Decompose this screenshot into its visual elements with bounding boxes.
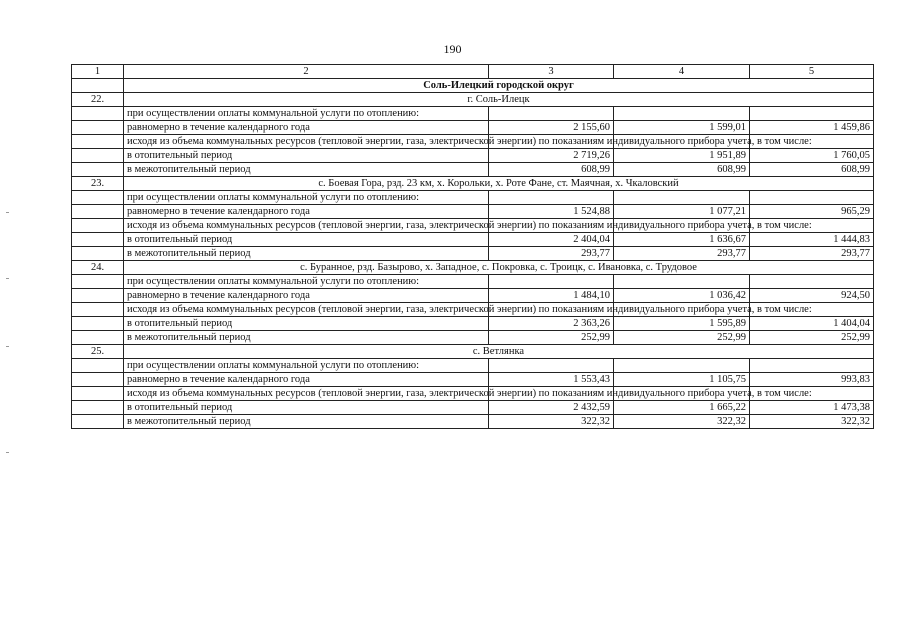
row-label: в межотопительный период xyxy=(124,331,489,345)
value-cell: 608,99 xyxy=(489,163,614,177)
margin-mark xyxy=(6,212,9,213)
row-label: исходя из объема коммунальных ресурсов (тепловой энергии, газа, электрической энергии) по показаниям индивидуального прибора учета, в том числе: xyxy=(124,387,489,401)
empty-cell xyxy=(72,107,124,121)
page-number: 190 xyxy=(443,42,462,56)
value-cell: 2 432,59 xyxy=(489,401,614,415)
empty-cell xyxy=(72,219,124,233)
value-cell: 1 760,05 xyxy=(750,149,874,163)
section-location-row xyxy=(72,261,874,275)
table-row xyxy=(72,191,874,205)
table-row xyxy=(72,247,874,261)
section-location-row xyxy=(72,177,874,191)
section-location-row xyxy=(72,93,874,107)
empty-cell xyxy=(72,331,124,345)
row-label: при осуществлении оплаты коммунальной услуги по отоплению: xyxy=(124,275,489,289)
value-cell: 1 484,10 xyxy=(489,289,614,303)
row-label: в отопительный период xyxy=(124,317,489,331)
value-cell: 252,99 xyxy=(489,331,614,345)
value-cell xyxy=(614,359,750,373)
tariff-table xyxy=(71,64,874,429)
value-cell xyxy=(489,107,614,121)
row-label: равномерно в течение календарного года xyxy=(124,121,489,135)
row-label: в межотопительный период xyxy=(124,163,489,177)
section-number: 22. xyxy=(72,93,124,107)
empty-cell xyxy=(72,247,124,261)
empty-cell xyxy=(72,275,124,289)
value-cell xyxy=(489,275,614,289)
tariff-table-body xyxy=(72,65,874,429)
table-row xyxy=(72,415,874,429)
empty-cell xyxy=(72,317,124,331)
value-cell: 322,32 xyxy=(614,415,750,429)
table-row xyxy=(72,373,874,387)
value-cell: 1 599,01 xyxy=(614,121,750,135)
table-row xyxy=(72,387,874,401)
empty-cell xyxy=(72,359,124,373)
empty-cell xyxy=(72,415,124,429)
value-cell: 2 155,60 xyxy=(489,121,614,135)
value-cell: 993,83 xyxy=(750,373,874,387)
row-label: в отопительный период xyxy=(124,149,489,163)
table-row xyxy=(72,359,874,373)
table-row xyxy=(72,401,874,415)
value-cell: 1 404,04 xyxy=(750,317,874,331)
column-header: 3 xyxy=(489,65,614,79)
value-cell xyxy=(614,275,750,289)
margin-mark xyxy=(6,346,9,347)
empty-cell xyxy=(72,205,124,219)
section-location: с. Ветлянка xyxy=(124,345,874,359)
value-cell: 965,29 xyxy=(750,205,874,219)
value-cell: 293,77 xyxy=(750,247,874,261)
empty-cell xyxy=(72,387,124,401)
row-label: в отопительный период xyxy=(124,233,489,247)
empty-cell xyxy=(72,135,124,149)
value-cell: 2 719,26 xyxy=(489,149,614,163)
value-cell: 1 105,75 xyxy=(614,373,750,387)
section-location-row xyxy=(72,345,874,359)
value-cell: 1 524,88 xyxy=(489,205,614,219)
section-location: с. Буранное, рзд. Базырово, х. Западное, с. Покровка, с. Троицк, с. Ивановка, с. Трудовое xyxy=(124,261,874,275)
table-row xyxy=(72,219,874,233)
table-row xyxy=(72,135,874,149)
row-label: исходя из объема коммунальных ресурсов (тепловой энергии, газа, электрической энергии) по показаниям индивидуального прибора учета, в том числе: xyxy=(124,303,489,317)
empty-cell xyxy=(72,233,124,247)
column-header: 2 xyxy=(124,65,489,79)
value-cell: 2 404,04 xyxy=(489,233,614,247)
value-cell: 1 444,83 xyxy=(750,233,874,247)
row-label: в межотопительный период xyxy=(124,247,489,261)
empty-cell xyxy=(72,191,124,205)
column-header: 4 xyxy=(614,65,750,79)
value-cell xyxy=(750,359,874,373)
table-row xyxy=(72,163,874,177)
empty-cell xyxy=(72,149,124,163)
value-cell xyxy=(614,107,750,121)
column-header-row xyxy=(72,65,874,79)
table-row xyxy=(72,331,874,345)
row-label: равномерно в течение календарного года xyxy=(124,289,489,303)
row-label: при осуществлении оплаты коммунальной услуги по отоплению: xyxy=(124,191,489,205)
row-label: равномерно в течение календарного года xyxy=(124,205,489,219)
value-cell: 252,99 xyxy=(750,331,874,345)
value-cell: 1 077,21 xyxy=(614,205,750,219)
empty-cell xyxy=(72,163,124,177)
value-cell: 608,99 xyxy=(750,163,874,177)
table-row xyxy=(72,121,874,135)
value-cell: 1 951,89 xyxy=(614,149,750,163)
empty-cell xyxy=(72,373,124,387)
section-location: г. Соль-Илецк xyxy=(124,93,874,107)
row-label: в межотопительный период xyxy=(124,415,489,429)
value-cell: 1 553,43 xyxy=(489,373,614,387)
column-header: 1 xyxy=(72,65,124,79)
value-cell: 1 636,67 xyxy=(614,233,750,247)
region-title-row xyxy=(72,79,874,93)
table-row xyxy=(72,149,874,163)
empty-cell xyxy=(72,79,124,93)
region-title: Соль-Илецкий городской округ xyxy=(124,79,874,93)
section-number: 23. xyxy=(72,177,124,191)
empty-cell xyxy=(72,121,124,135)
value-cell xyxy=(750,107,874,121)
value-cell: 1 473,38 xyxy=(750,401,874,415)
margin-mark xyxy=(6,278,9,279)
value-cell xyxy=(750,191,874,205)
row-label: при осуществлении оплаты коммунальной услуги по отоплению: xyxy=(124,107,489,121)
value-cell: 1 595,89 xyxy=(614,317,750,331)
value-cell xyxy=(489,191,614,205)
table-row xyxy=(72,233,874,247)
table-row xyxy=(72,107,874,121)
value-cell: 2 363,26 xyxy=(489,317,614,331)
empty-cell xyxy=(72,289,124,303)
value-cell: 608,99 xyxy=(614,163,750,177)
value-cell: 1 459,86 xyxy=(750,121,874,135)
table-row xyxy=(72,303,874,317)
value-cell xyxy=(489,359,614,373)
section-location: с. Боевая Гора, рзд. 23 км, х. Корольки, х. Роте Фане, ст. Маячная, х. Чкаловский xyxy=(124,177,874,191)
empty-cell xyxy=(72,303,124,317)
row-label: исходя из объема коммунальных ресурсов (тепловой энергии, газа, электрической энергии) по показаниям индивидуального прибора учета, в том числе: xyxy=(124,219,489,233)
value-cell xyxy=(750,275,874,289)
empty-cell xyxy=(72,401,124,415)
table-row xyxy=(72,205,874,219)
column-header: 5 xyxy=(750,65,874,79)
table-row xyxy=(72,289,874,303)
table-row xyxy=(72,317,874,331)
row-label: при осуществлении оплаты коммунальной услуги по отоплению: xyxy=(124,359,489,373)
value-cell: 293,77 xyxy=(614,247,750,261)
value-cell: 252,99 xyxy=(614,331,750,345)
margin-mark xyxy=(6,452,9,453)
value-cell: 1 665,22 xyxy=(614,401,750,415)
value-cell: 322,32 xyxy=(489,415,614,429)
value-cell: 1 036,42 xyxy=(614,289,750,303)
row-label: в отопительный период xyxy=(124,401,489,415)
value-cell: 293,77 xyxy=(489,247,614,261)
value-cell: 322,32 xyxy=(750,415,874,429)
value-cell xyxy=(614,191,750,205)
table-row xyxy=(72,275,874,289)
row-label: равномерно в течение календарного года xyxy=(124,373,489,387)
row-label: исходя из объема коммунальных ресурсов (тепловой энергии, газа, электрической энергии) по показаниям индивидуального прибора учета, в том числе: xyxy=(124,135,489,149)
section-number: 24. xyxy=(72,261,124,275)
value-cell: 924,50 xyxy=(750,289,874,303)
section-number: 25. xyxy=(72,345,124,359)
